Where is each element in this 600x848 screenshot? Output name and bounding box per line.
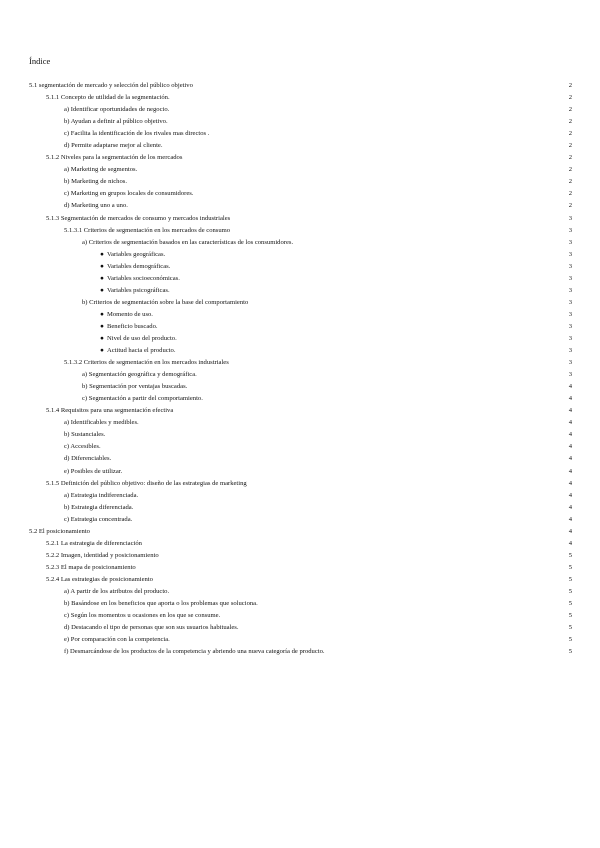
toc-page-number: 4 xyxy=(568,503,572,511)
toc-entry-label: 5.2 El posicionamiento xyxy=(29,527,90,535)
bullet-icon: ● xyxy=(100,262,104,270)
toc-page-number: 4 xyxy=(568,455,572,463)
toc-entry-label: a) A partir de los atributos del producto. xyxy=(64,587,170,595)
toc-page-number: 2 xyxy=(568,142,572,150)
toc-entry[interactable] xyxy=(0,634,600,646)
toc-page-number: 2 xyxy=(568,82,572,89)
toc-entry-text xyxy=(46,562,136,574)
toc-entry-text xyxy=(82,381,187,393)
toc-entry-label: b) Marketing de nichos. xyxy=(64,178,127,186)
toc-page-number: 4 xyxy=(568,467,572,475)
toc-entry-label: b) Basándose en los beneficios que aporta o los problemas que soluciona. xyxy=(64,600,258,608)
toc-page-number: 4 xyxy=(568,443,572,451)
toc-entry[interactable] xyxy=(0,646,600,658)
toc-entry-label: 5.1.2 Niveles para la segmentación de los mercados xyxy=(46,154,183,162)
toc-entry-text xyxy=(64,598,258,610)
toc-entry-text xyxy=(46,213,230,225)
toc-entry[interactable] xyxy=(0,116,600,128)
toc-entry-text xyxy=(46,92,170,104)
toc-page-number: 2 xyxy=(568,166,572,174)
toc-entry-label: a) Segmentación geográfica y demográfica. xyxy=(82,371,197,379)
toc-entry-text xyxy=(100,273,180,285)
toc-entry[interactable] xyxy=(0,92,600,104)
toc-entry-label: a) Criterios de segmentación basados en las características de los consumidores. xyxy=(82,238,294,246)
toc-page-number: 5 xyxy=(568,600,572,608)
toc-entry-text xyxy=(82,369,197,381)
toc-page-number: 3 xyxy=(568,322,572,330)
toc-entry[interactable] xyxy=(0,393,600,405)
toc-entry-text xyxy=(100,309,153,321)
toc-entry[interactable] xyxy=(0,466,600,478)
toc-page-number: 4 xyxy=(568,407,572,415)
toc-entry[interactable] xyxy=(0,357,600,369)
toc-page-number: 3 xyxy=(568,262,572,270)
toc-entry[interactable] xyxy=(0,285,600,297)
toc-entry[interactable] xyxy=(0,273,600,285)
toc-entry-label: Variables demográficas. xyxy=(106,262,171,270)
toc-entry[interactable] xyxy=(0,213,600,225)
toc-entry-text xyxy=(64,634,170,646)
toc-entry[interactable] xyxy=(0,321,600,333)
toc-entry-text xyxy=(46,478,247,490)
toc-entry-label: a) Identificar oportunidades de negocio. xyxy=(64,106,170,114)
toc-entry-text xyxy=(64,188,193,200)
toc-entry-label: c) Facilita la identificación de los rivales mas directos . xyxy=(64,130,210,138)
toc-page-number: 3 xyxy=(568,334,572,342)
toc-entry[interactable] xyxy=(0,622,600,634)
toc-page-number: 3 xyxy=(568,214,572,222)
toc-entry[interactable] xyxy=(0,538,600,550)
toc-entry-label: Momento de uso. xyxy=(106,310,153,318)
toc-entry-text xyxy=(64,610,220,622)
toc-entry-text xyxy=(64,429,105,441)
bullet-icon: ● xyxy=(100,347,104,355)
toc-entry-label: 5.1.1 Concepto de utilidad de la segmentación. xyxy=(46,94,170,102)
toc-entry[interactable] xyxy=(0,381,600,393)
toc-entry[interactable] xyxy=(0,429,600,441)
toc-entry[interactable] xyxy=(0,550,600,562)
toc-entry-text xyxy=(64,622,239,634)
toc-entry-text xyxy=(64,116,168,128)
toc-entry-label: d) Diferenciables. xyxy=(64,455,112,463)
toc-entry[interactable] xyxy=(0,610,600,622)
toc-entry-label: d) Marketing uno a uno. xyxy=(64,202,128,210)
bullet-icon: ● xyxy=(100,310,104,318)
toc-entry-label: 5.2.3 El mapa de posicionamiento xyxy=(46,563,136,571)
toc-entry[interactable] xyxy=(0,598,600,610)
toc-entry-label: c) Según los momentos u ocasiones en los que se consume. xyxy=(64,612,221,620)
toc-entry-label: a) Estrategia indiferenciada. xyxy=(64,491,139,499)
toc-entry[interactable] xyxy=(0,309,600,321)
toc-page-number: 3 xyxy=(568,226,572,234)
toc-page-number: 2 xyxy=(568,178,572,186)
toc-entry-text xyxy=(100,249,165,261)
toc-entry[interactable] xyxy=(0,261,600,273)
toc-entry-text xyxy=(46,550,159,562)
toc-entry-text xyxy=(64,357,229,369)
toc-entry[interactable] xyxy=(0,405,600,417)
toc-entry-text xyxy=(46,152,182,164)
toc-entry-text xyxy=(82,237,293,249)
toc-entry-label: c) Accesibles. xyxy=(64,443,101,451)
toc-page-number: 5 xyxy=(568,551,572,559)
toc-entry-text xyxy=(100,345,175,357)
toc-entry-text xyxy=(64,646,325,658)
toc-page-number: 4 xyxy=(568,491,572,499)
toc-entry[interactable] xyxy=(0,164,600,176)
toc-page-number: 3 xyxy=(568,310,572,318)
toc-entry[interactable] xyxy=(0,80,600,92)
toc-entry-text xyxy=(64,502,133,514)
toc-entry-text xyxy=(64,104,169,116)
toc-entry[interactable] xyxy=(0,526,600,538)
toc-page-number: 5 xyxy=(568,563,572,571)
toc-entry-text xyxy=(64,200,128,212)
toc-entry[interactable] xyxy=(0,478,600,490)
toc-entry[interactable] xyxy=(0,369,600,381)
toc-entry[interactable] xyxy=(0,502,600,514)
toc-entry[interactable] xyxy=(0,104,600,116)
toc-entry[interactable] xyxy=(0,176,600,188)
toc-entry-text xyxy=(100,333,177,345)
toc-page-number: 4 xyxy=(568,515,572,523)
toc-entry-text xyxy=(100,285,170,297)
toc-page-number: 2 xyxy=(568,202,572,210)
toc-entry[interactable] xyxy=(0,562,600,574)
toc-entry[interactable] xyxy=(0,200,600,212)
toc-entry[interactable] xyxy=(0,188,600,200)
toc-entry[interactable] xyxy=(0,586,600,598)
toc-entry-label: b) Criterios de segmentación sobre la base del comportamiento xyxy=(82,298,249,306)
toc-entry-text xyxy=(64,466,122,478)
toc-entry-text xyxy=(82,393,203,405)
toc-entry[interactable] xyxy=(0,514,600,526)
toc-entry[interactable] xyxy=(0,441,600,453)
toc-page-number: 2 xyxy=(568,190,572,198)
toc-page-number: 2 xyxy=(568,130,572,138)
toc-entry[interactable] xyxy=(0,333,600,345)
toc-page-number: 5 xyxy=(568,648,572,656)
toc-page-number: 3 xyxy=(568,286,572,294)
toc-page-number: 4 xyxy=(568,527,572,535)
toc-entry-label: b) Sustanciales. xyxy=(64,431,106,439)
toc-entry-label: Variables psicográficas. xyxy=(106,286,170,294)
toc-entry-text xyxy=(46,405,173,417)
bullet-icon: ● xyxy=(100,274,104,282)
bullet-icon: ● xyxy=(100,250,104,258)
toc-entry-label: c) Segmentación a partir del comportamiento. xyxy=(82,395,203,403)
toc-page-number: 4 xyxy=(568,479,572,487)
toc-entry-label: Variables socioeconómicas. xyxy=(106,274,180,282)
toc-entry-text xyxy=(29,80,193,92)
toc-entry[interactable] xyxy=(0,140,600,152)
toc-entry-text xyxy=(64,140,163,152)
toc-entry-label: b) Segmentación por ventajas buscadas. xyxy=(82,383,188,391)
toc-entry-text xyxy=(46,574,153,586)
toc-entry-text xyxy=(82,297,248,309)
toc-entry-text xyxy=(64,176,127,188)
toc-page-number: 3 xyxy=(568,347,572,355)
toc-page-number: 5 xyxy=(568,575,572,583)
table-of-contents xyxy=(0,80,600,658)
toc-entry-label: d) Destacando el tipo de personas que son sus usuarios habituales. xyxy=(64,624,239,632)
toc-page-number: 3 xyxy=(568,359,572,367)
toc-entry-label: 5.1.3 Segmentación de mercados de consumo y mercados industriales xyxy=(46,214,231,222)
bullet-icon: ● xyxy=(100,322,104,330)
toc-entry-text xyxy=(100,261,170,273)
toc-entry-label: Beneficio buscado. xyxy=(106,322,158,330)
toc-page-number: 5 xyxy=(568,624,572,632)
toc-entry-label: c) Marketing en grupos locales de consumidores. xyxy=(64,190,194,198)
toc-entry[interactable] xyxy=(0,574,600,586)
toc-entry-label: b) Ayudan a definir al público objetivo. xyxy=(64,118,168,126)
toc-entry[interactable] xyxy=(0,128,600,140)
toc-entry[interactable] xyxy=(0,345,600,357)
toc-entry-label: b) Estrategia diferenciada. xyxy=(64,503,134,511)
toc-entry-text xyxy=(64,128,209,140)
toc-entry[interactable] xyxy=(0,237,600,249)
toc-page-number: 4 xyxy=(568,395,572,403)
toc-page-number: 5 xyxy=(568,636,572,644)
toc-entry[interactable] xyxy=(0,249,600,261)
toc-page-number: 4 xyxy=(568,419,572,427)
toc-page-number: 3 xyxy=(568,298,572,306)
toc-page-number: 2 xyxy=(568,106,572,114)
toc-entry-label: 5.1.5 Definición del público objetivo: diseño de las estrategias de marketing xyxy=(46,479,247,487)
toc-entry-label: f) Desmarcándose de los productos de la competencia y abriendo una nueva categoría de producto. xyxy=(64,648,325,656)
toc-entry-text xyxy=(64,514,132,526)
toc-page-number: 2 xyxy=(568,118,572,126)
toc-entry-label: c) Estrategia concentrada. xyxy=(64,515,133,523)
toc-entry[interactable] xyxy=(0,453,600,465)
toc-entry-text xyxy=(46,538,142,550)
toc-page-number: 5 xyxy=(568,612,572,620)
toc-entry-label: Actitud hacia el producto. xyxy=(106,347,176,355)
toc-entry[interactable] xyxy=(0,490,600,502)
toc-entry-text xyxy=(64,225,230,237)
toc-entry-label: a) Marketing de segmentos. xyxy=(64,166,138,174)
toc-entry[interactable] xyxy=(0,152,600,164)
toc-entry-label: e) Por comparación con la competencia. xyxy=(64,636,170,644)
toc-entry-label: 5.2.4 Las estrategias de posicionamiento xyxy=(46,575,153,583)
toc-entry-label: Variables geográficas. xyxy=(106,250,166,258)
toc-page-number: 2 xyxy=(568,154,572,162)
toc-entry-label: a) Identificables y medibles. xyxy=(64,419,139,427)
toc-entry[interactable] xyxy=(0,417,600,429)
toc-page-number: 3 xyxy=(568,250,572,258)
toc-entry-label: 5.2.2 Imagen, identidad y posicionamiento xyxy=(46,551,159,559)
toc-entry-text xyxy=(64,164,137,176)
toc-page-number: 4 xyxy=(568,431,572,439)
toc-page-number: 3 xyxy=(568,274,572,282)
toc-entry[interactable] xyxy=(0,225,600,237)
toc-entry-label: 5.1 segmentación de mercado y selección del público objetivo xyxy=(29,82,193,89)
toc-entry-text xyxy=(64,586,169,598)
toc-entry-label: e) Posibles de utilizar. xyxy=(64,467,123,475)
toc-entry-text xyxy=(64,417,139,429)
toc-entry-label: 5.2.1 La estrategia de diferenciación xyxy=(46,539,142,547)
toc-entry-text xyxy=(64,453,111,465)
toc-entry[interactable] xyxy=(0,297,600,309)
bullet-icon: ● xyxy=(100,286,104,294)
toc-entry-label: d) Permite adaptarse mejor al cliente. xyxy=(64,142,163,150)
toc-page-number: 3 xyxy=(568,371,572,379)
toc-entry-label: 5.1.3.1 Criterios de segmentación en los mercados de consumo xyxy=(64,226,231,234)
toc-entry-label: 5.1.4 Requisitos para una segmentación efectiva xyxy=(46,407,174,415)
toc-page-number: 2 xyxy=(568,94,572,102)
toc-entry-text xyxy=(29,526,90,538)
toc-entry-label: Nivel de uso del producto. xyxy=(106,334,177,342)
toc-entry-text xyxy=(100,321,158,333)
toc-title: Índice xyxy=(29,56,51,66)
toc-page-number: 3 xyxy=(568,238,572,246)
toc-entry-text xyxy=(64,490,138,502)
toc-page-number: 4 xyxy=(568,383,572,391)
toc-page-number: 4 xyxy=(568,539,572,547)
toc-entry-label: 5.1.3.2 Criterios de segmentación en los mercados industriales xyxy=(64,359,229,367)
bullet-icon: ● xyxy=(100,334,104,342)
toc-page-number: 5 xyxy=(568,587,572,595)
toc-entry-text xyxy=(64,441,101,453)
